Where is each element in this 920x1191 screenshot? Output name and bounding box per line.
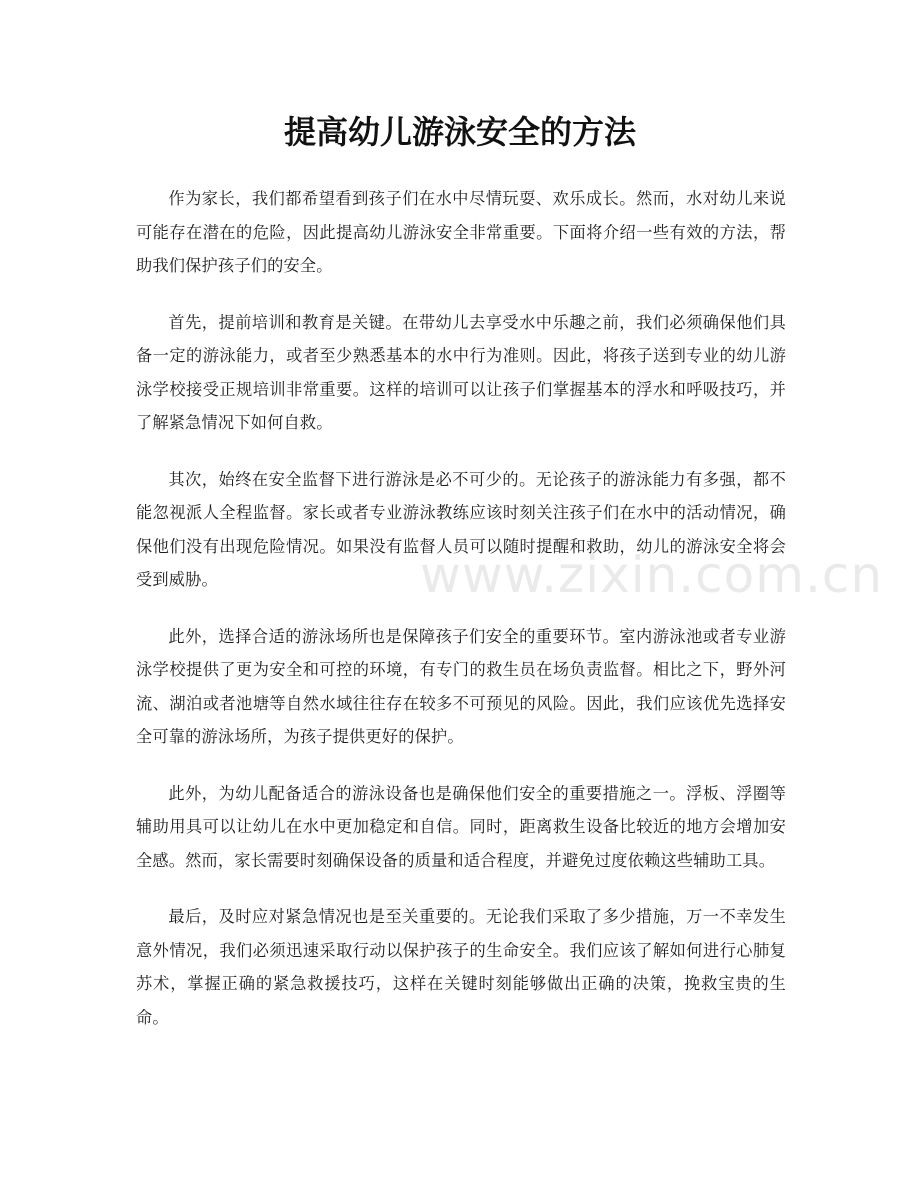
paragraph-equipment: 此外，为幼儿配备适合的游泳设备也是确保他们安全的重要措施之一。浮板、浮圈等辅助用具可以让幼儿在水中更加稳定和自信。同时，距离救生设备比较近的地方会增加安全感。然而，家长需要时刻确保设备的质量和适合程度，并避免过度依赖这些辅助工具。 [136, 783, 786, 870]
paragraph-training: 首先，提前培训和教育是关键。在带幼儿去享受水中乐趣之前，我们必须确保他们具备一定的游泳能力，或者至少熟悉基本的水中行为准则。因此，将孩子送到专业的幼儿游泳学校接受正规培训非常重要。这样的培训可以让孩子们掌握基本的浮水和呼吸技巧，并了解紧急情况下如何自救。 [136, 312, 786, 432]
document-body [136, 182, 786, 1057]
paragraph-intro: 作为家长，我们都希望看到孩子们在水中尽情玩耍、欢乐成长。然而，水对幼儿来说可能存在潜在的危险，因此提高幼儿游泳安全非常重要。下面将介绍一些有效的方法，帮助我们保护孩子们的安全。 [136, 189, 786, 275]
paragraph-supervision: 其次，始终在安全监督下进行游泳是必不可少的。无论孩子的游泳能力有多强，都不能忽视派人全程监督。家长或者专业游泳教练应该时刻关注孩子们在水中的活动情况，确保他们没有出现危险情况。如果没有监督人员可以随时提醒和救助，幼儿的游泳安全将会受到威胁。 [136, 469, 786, 589]
paragraph-venue: 此外，选择合适的游泳场所也是保障孩子们安全的重要环节。室内游泳池或者专业游泳学校提供了更为安全和可控的环境，有专门的救生员在场负责监督。相比之下，野外河流、湖泊或者池塘等自然水域往往存在较多不可预见的风险。因此，我们应该优先选择安全可靠的游泳场所，为孩子提供更好的保护。 [136, 626, 786, 746]
document-title: 提高幼儿游泳安全的方法 [283, 113, 636, 151]
paragraph-emergency: 最后，及时应对紧急情况也是至关重要的。无论我们采取了多少措施，万一不幸发生意外情况，我们必须迅速采取行动以保护孩子的生命安全。我们应该了解如何进行心肺复苏术，掌握正确的紧急救援技巧，这样在关键时刻能够做出正确的决策，挽救宝贵的生命。 [136, 907, 786, 1027]
watermark: www.zixin.com.cn [420, 546, 884, 604]
